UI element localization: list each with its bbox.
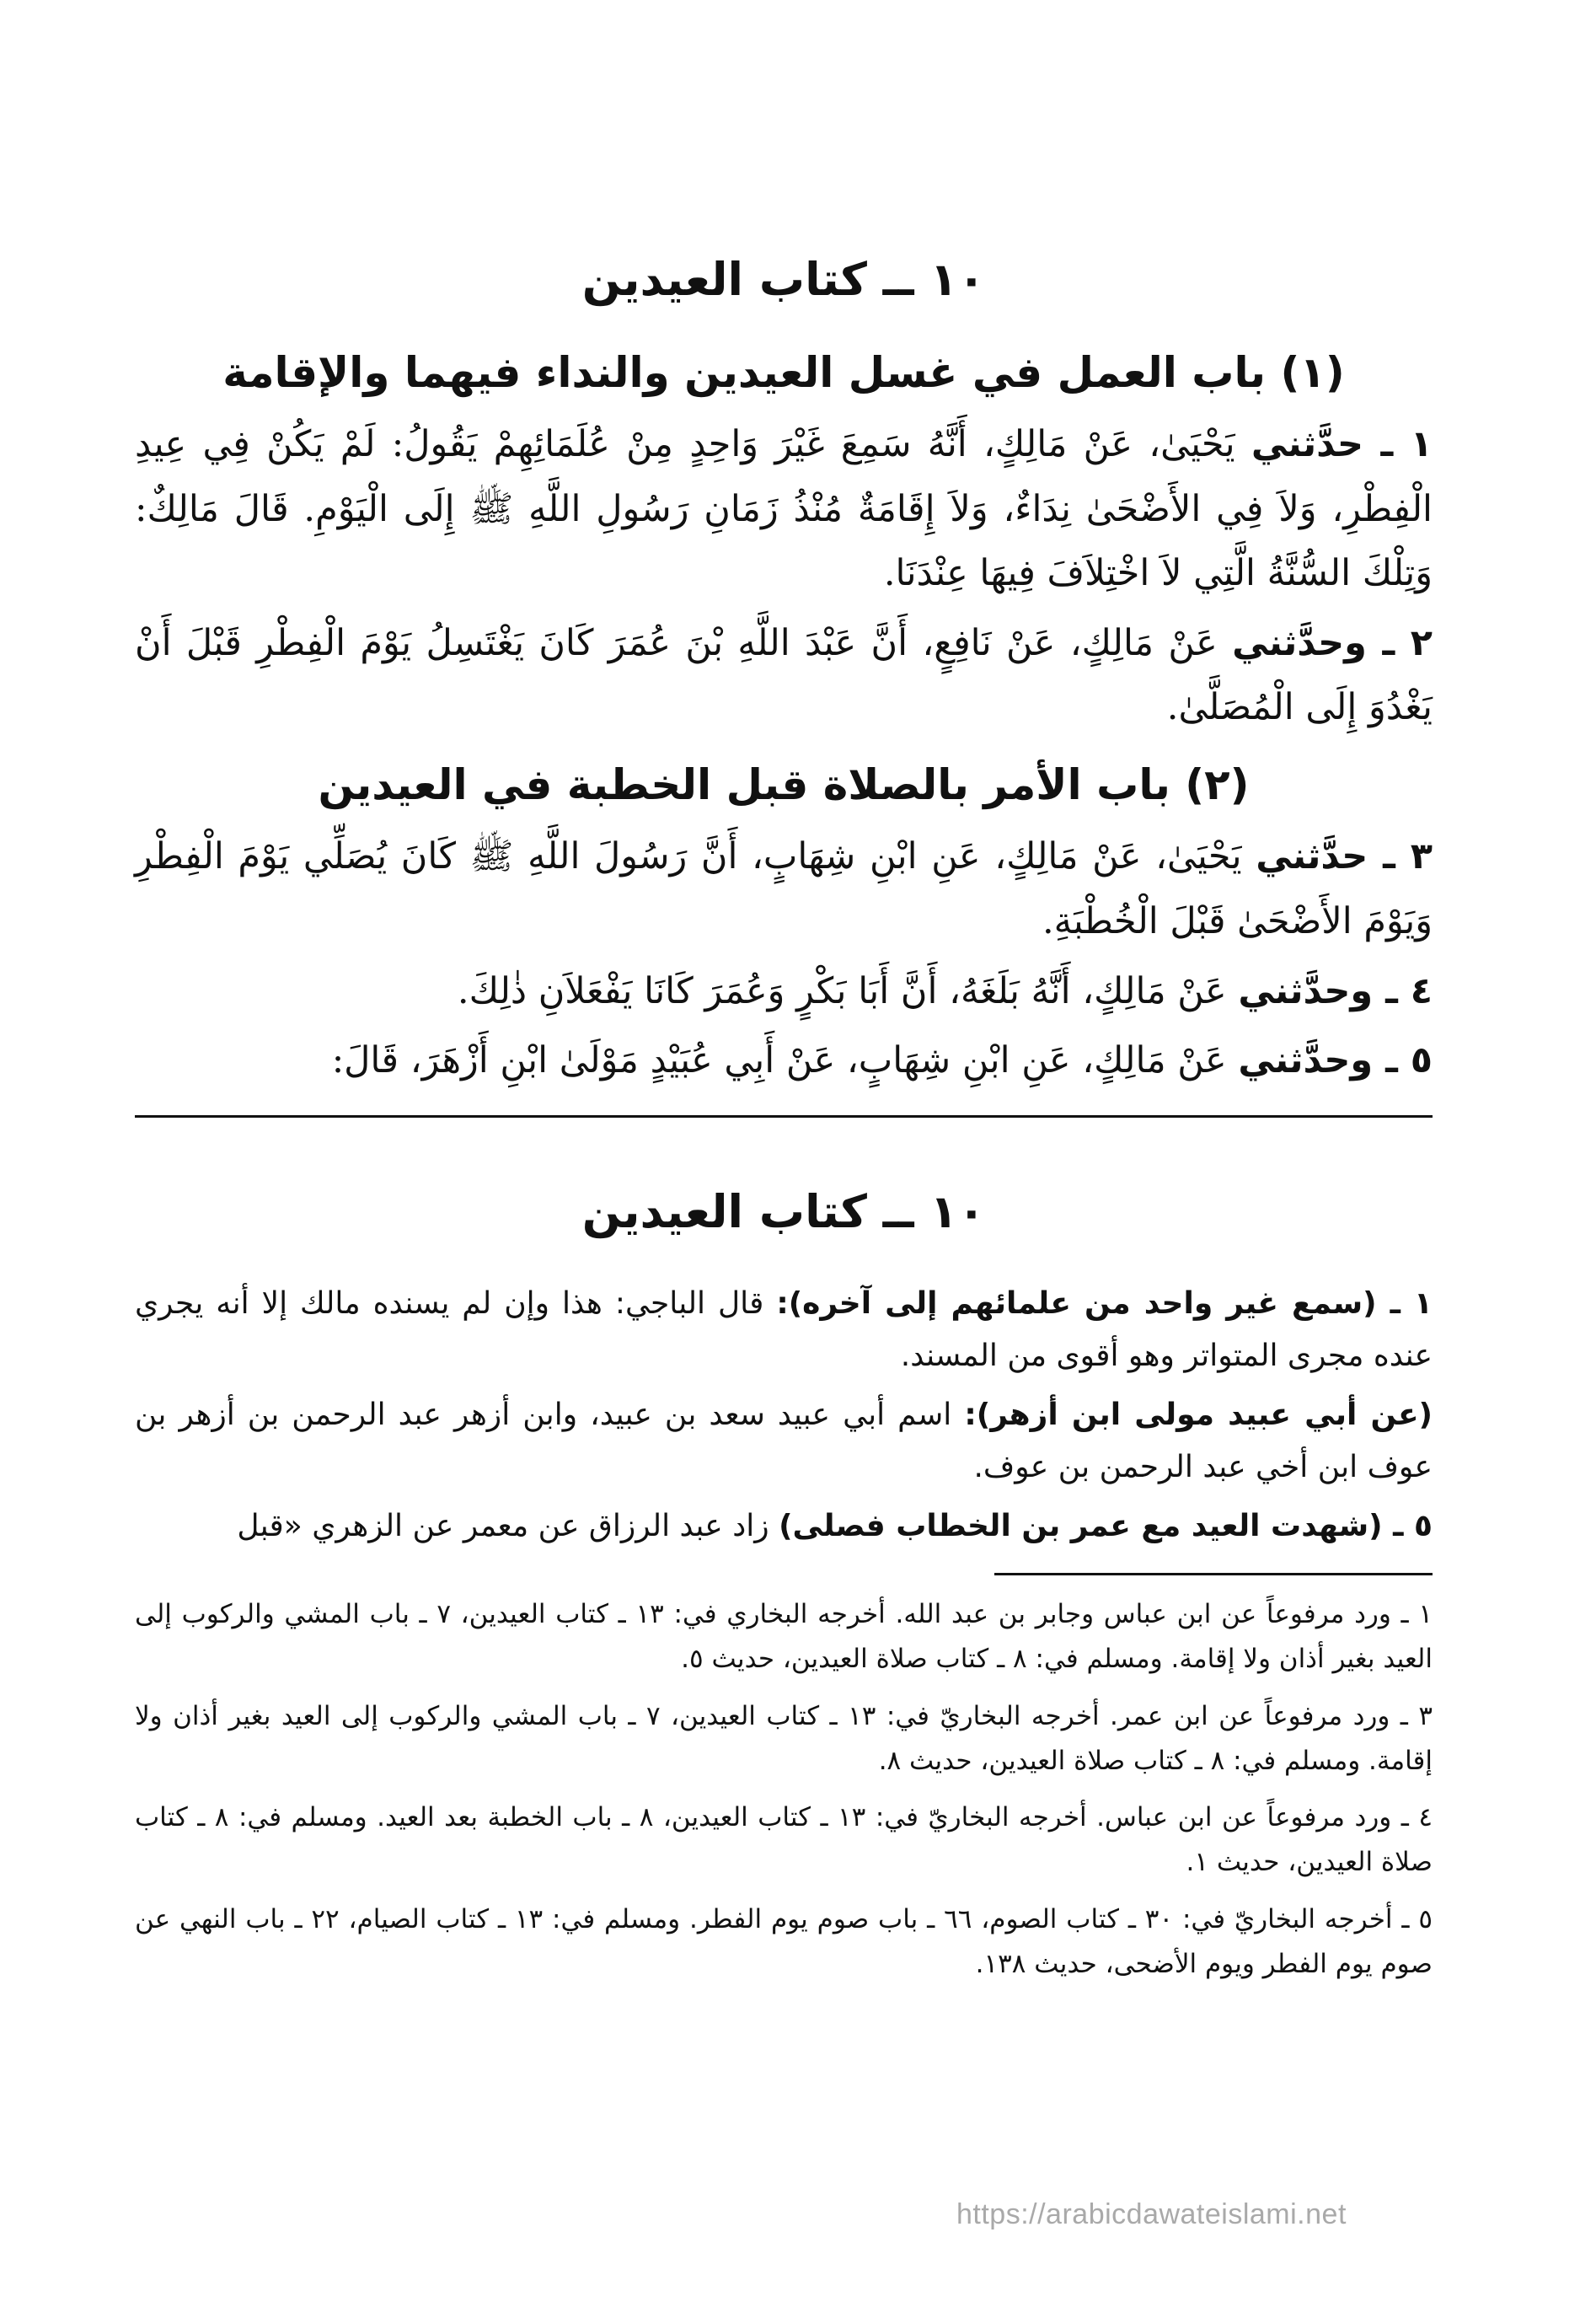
commentary-1 (135, 1278, 1433, 1382)
hadith-lead: ٣ ـ حدَّثني (1256, 835, 1433, 878)
footnote-5: ٥ ـ أخرجه البخاريّ في: ٣٠ ـ كتاب الصوم، ٦٦ ـ باب صوم يوم الفطر. ومسلم في: ١٣ ـ كتاب الصيام، ٢٢ ـ باب النهي عن صوم يوم الفطر ويوم الأضحى، حديث ١٣٨. (135, 1903, 1433, 1980)
hadith-lead: ٤ ـ وحدَّثني (1238, 969, 1433, 1012)
hadith-lead: ١ ـ حدَّثني (1251, 423, 1433, 466)
footnote-1: ١ ـ ورد مرفوعاً عن ابن عباس وجابر بن عبد الله. أخرجه البخاري في: ١٣ ـ كتاب العيدين، ٧ ـ باب المشي والركوب إلى العيد بغير أذان ولا إقامة. ومسلم في: ٨ ـ كتاب صلاة العيدين، حديث ٥. (135, 1598, 1433, 1675)
commentary-text: زاد عبد الرزاق عن معمر عن الزهري «قبل (237, 1509, 779, 1543)
commentary-text: قال الباجي: هذا وإن لم يسنده مالك إلا أنه يجري عنده مجرى المتواتر وهو أقوى من المسند. (135, 1286, 1433, 1374)
commentary-section (135, 1185, 1433, 1553)
hadith-lead: ٥ ـ وحدَّثني (1238, 1039, 1433, 1082)
hadith-lead: ٢ ـ وحدَّثني (1232, 621, 1433, 664)
hadith-text: عَنْ مَالِكٍ، عَنْ نَافِعٍ، أَنَّ عَبْدَ اللَّهِ بْنَ عُمَرَ كَانَ يَغْتَسِلُ يَوْمَ الْفِطْرِ قَبْلَ أَنْ يَغْدُوَ إِلَى الْمُصَلَّىٰ. (135, 621, 1433, 729)
chapter-title-2: (٢) باب الأمر بالصلاة قبل الخطبة في العيدين (318, 759, 1250, 809)
hadith-text: عَنْ مَالِكٍ، عَنِ ابْنِ شِهَابٍ، عَنْ أَبِي عُبَيْدٍ مَوْلَىٰ ابْنِ أَزْهَرَ، قَالَ: (331, 1039, 1239, 1082)
hadith-text: يَحْيَىٰ، عَنْ مَالِكٍ، أَنَّهُ سَمِعَ غَيْرَ وَاحِدٍ مِنْ عُلَمَائِهِمْ يَقُولُ: لَمْ يَكُنْ فِي عِيدِ الْفِطْرِ، وَلاَ فِي الأَضْحَىٰ نِدَاءٌ، وَلاَ إِقَامَةٌ مُنْذُ زَمَانِ رَسُولِ اللَّهِ ﷺ إِلَى الْيَوْمِ. قَالَ مَالِكٌ: وَتِلْكَ السُّنَّةُ الَّتِي لاَ اخْتِلاَفَ فِيهَا عِنْدَنَا. (135, 423, 1433, 595)
book-title: ١٠ ــ كتاب العيدين (581, 253, 986, 306)
footnote-divider (994, 1573, 1433, 1575)
hadith-3 (135, 824, 1433, 953)
commentary-title: ١٠ ــ كتاب العيدين (581, 1184, 986, 1238)
commentary-text: اسم أبي عبيد سعد بن عبيد، وابن أزهر عبد الرحمن بن أزهر بن عوف ابن أخي عبد الرحمن بن عوف. (135, 1398, 1433, 1485)
page-body (135, 253, 1433, 1999)
footnote-4: ٤ ـ ورد مرفوعاً عن ابن عباس. أخرجه البخاريّ في: ١٣ ـ كتاب العيدين، ٨ ـ باب الخطبة بعد العيد. ومسلم في: ٨ ـ كتاب صلاة العيدين، حديث ١. (135, 1802, 1433, 1878)
hadith-4 (135, 959, 1433, 1024)
chapter-title-1: (١) باب العمل في غسل العيدين والنداء فيهما والإقامة (222, 347, 1345, 397)
watermark-url: https://arabicdawateislami.net (956, 2198, 1347, 2230)
commentary-lead: (عن أبي عبيد مولى ابن أزهر): (964, 1398, 1433, 1433)
footnote-3: ٣ ـ ورد مرفوعاً عن ابن عمر. أخرجه البخاريّ في: ١٣ ـ كتاب العيدين، ٧ ـ باب المشي والركوب إلى العيد بغير أذان ولا إقامة. ومسلم في: ٨ ـ كتاب صلاة العيدين، حديث ٨. (135, 1700, 1433, 1776)
hadith-2 (135, 611, 1433, 740)
hadith-5 (135, 1028, 1433, 1093)
commentary-3 (135, 1500, 1433, 1553)
hadith-text: يَحْيَىٰ، عَنْ مَالِكٍ، عَنِ ابْنِ شِهَابٍ، أَنَّ رَسُولَ اللَّهِ ﷺ كَانَ يُصَلِّي يَوْمَ الْفِطْرِ وَيَوْمَ الأَضْحَىٰ قَبْلَ الْخُطْبَةِ. (135, 835, 1433, 942)
commentary-2 (135, 1389, 1433, 1494)
commentary-lead: ١ ـ (سمع غير واحد من علمائهم إلى آخره): (776, 1286, 1433, 1322)
footnotes (135, 1592, 1433, 1988)
commentary-lead: ٥ ـ (شهدت العيد مع عمر بن الخطاب فصلى) (779, 1509, 1433, 1543)
hadith-text: عَنْ مَالِكٍ، أَنَّهُ بَلَغَهُ، أَنَّ أَبَا بَكْرٍ وَعُمَرَ كَانَا يَفْعَلاَنِ ذٰلِكَ. (457, 969, 1239, 1012)
section-divider (135, 1115, 1433, 1118)
hadith-1 (135, 412, 1433, 606)
